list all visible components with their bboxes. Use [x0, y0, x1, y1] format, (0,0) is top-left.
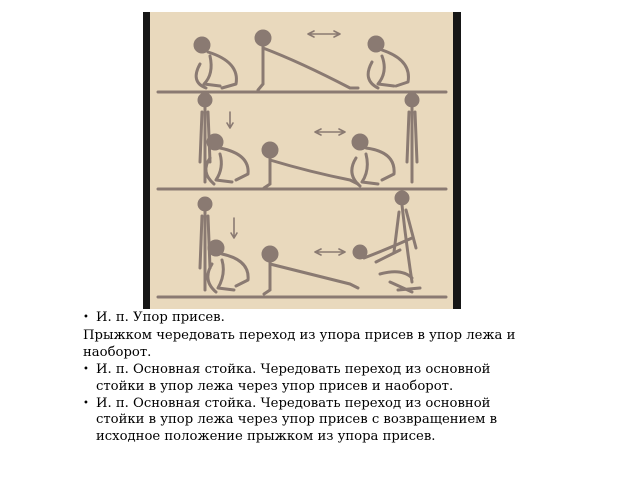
list-item: [83, 310, 523, 328]
illustration-frame: [143, 12, 461, 309]
list-item: [83, 362, 523, 396]
list-item-text: И. п. Основная стойка. Чередовать переход из основной стойки в упор лежа через упор присев и наоборот.: [96, 361, 491, 394]
list-item-text: И. п. Упор присев.: [96, 310, 225, 325]
list-item-text: Прыжком чередовать переход из упора присев в упор лежа и наоборот.: [83, 327, 516, 360]
list-item-text: И. п. Основная стойка. Чередовать переход из основной стойки в упор лежа через упор присев с возвращением в исходное положение прыжком из упора присев.: [96, 395, 498, 445]
bullet-icon: •: [83, 363, 89, 375]
bullet-icon: •: [83, 397, 89, 409]
exercise-illustration: [150, 12, 453, 309]
exercise-figures-drawing: [150, 12, 453, 309]
exercise-description: [83, 310, 523, 446]
list-item: [83, 396, 523, 447]
bullet-icon: •: [83, 312, 89, 323]
